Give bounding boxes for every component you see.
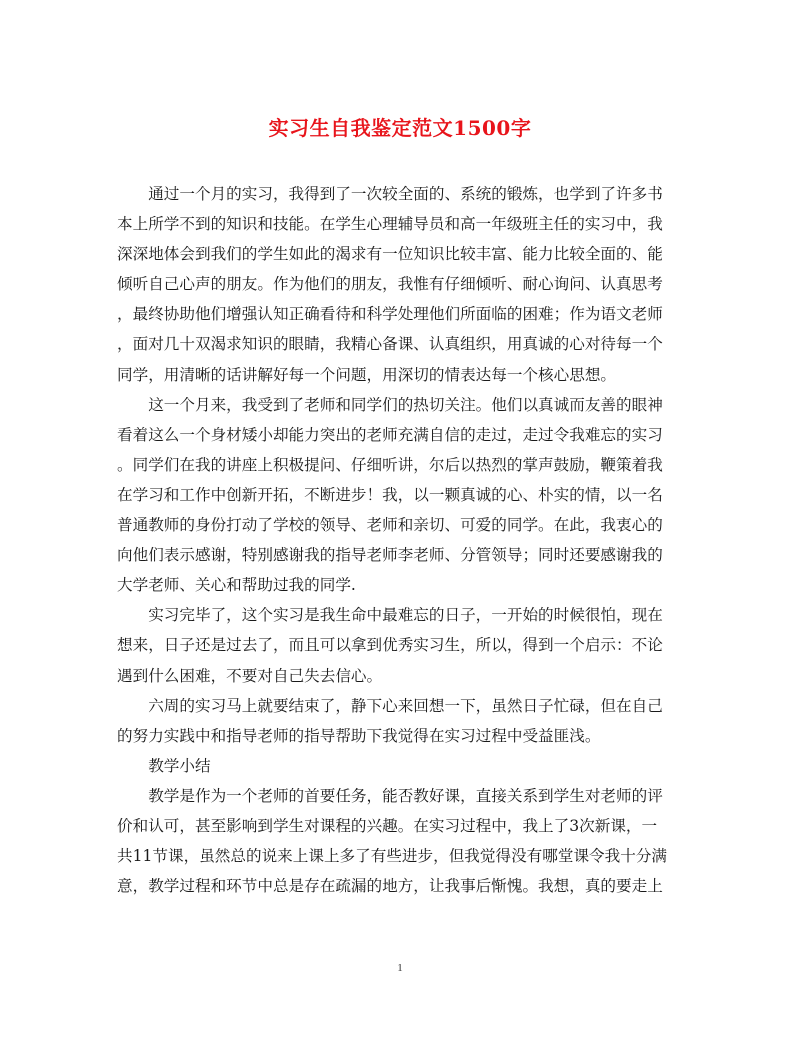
body-line: 共11节课，虽然总的说来上课上多了有些进步，但我觉得没有哪堂课令我十分满	[117, 847, 668, 866]
body-line: 大学老师、关心和帮助过我的同学.	[117, 576, 356, 595]
body-line: 向他们表示感谢，特别感谢我的指导老师李老师、分管领导；同时还要感谢我的	[117, 546, 663, 565]
body-line: 。同学们在我的讲座上积极提问、仔细听讲，尔后以热烈的掌声鼓励，鞭策着我	[117, 455, 663, 474]
page-number: 1	[397, 962, 403, 974]
body-line: 同学，用清晰的话讲解好每一个问题，用深切的情表达每一个核心思想。	[117, 365, 617, 384]
body-line: 意，教学过程和环节中总是存在疏漏的地方，让我事后惭愧。我想，真的要走上	[117, 877, 663, 896]
body-line: 价和认可，甚至影响到学生对课程的兴趣。在实习过程中，我上了3次新课，一	[117, 816, 658, 835]
body-line: 的努力实践中和指导老师的指导帮助下我觉得在实习过程中受益匪浅。	[117, 726, 601, 745]
body-line: 遇到什么困难，不要对自己失去信心。	[117, 666, 383, 685]
section-heading: 教学小结	[117, 756, 211, 775]
body-line: ，面对几十双渴求知识的眼睛，我精心备课、认真组织，用真诚的心对待每一个	[117, 335, 663, 354]
body-line: 实习完毕了，这个实习是我生命中最难忘的日子，一开始的时候很怕，现在	[117, 606, 663, 625]
body-line: 深深地体会到我们的学生如此的渴求有一位知识比较丰富、能力比较全面的、能	[117, 245, 663, 264]
body-line: 普通教师的身份打动了学校的领导、老师和亲切、可爱的同学。在此，我衷心的	[117, 516, 663, 535]
body-line: 六周的实习马上就要结束了，静下心来回想一下，虽然日子忙碌，但在自己	[117, 696, 663, 715]
body-line: 本上所学不到的知识和技能。在学生心理辅导员和高一年级班主任的实习中，我	[117, 215, 663, 234]
document-title: 实习生自我鉴定范文1500字	[268, 116, 532, 140]
body-line: 在学习和工作中创新开拓，不断进步！我，以一颗真诚的心、朴实的情，以一名	[117, 485, 663, 504]
body-line: 倾听自己心声的朋友。作为他们的朋友，我惟有仔细倾听、耐心询问、认真思考	[117, 275, 663, 294]
body-line: 这一个月来，我受到了老师和同学们的热切关注。他们以真诚而友善的眼神	[117, 395, 663, 414]
document-body	[117, 179, 683, 901]
body-line: ，最终协助他们增强认知正确看待和科学处理他们所面临的困难；作为语文老师	[117, 305, 663, 324]
body-line: 教学是作为一个老师的首要任务，能否教好课，直接关系到学生对老师的评	[117, 786, 663, 805]
body-line: 看着这么一个身材矮小却能力突出的老师充满自信的走过，走过令我难忘的实习	[117, 425, 663, 444]
body-line: 想来，日子还是过去了，而且可以拿到优秀实习生，所以，得到一个启示：不论	[117, 636, 663, 655]
body-line: 通过一个月的实习，我得到了一次较全面的、系统的锻炼，也学到了许多书	[117, 185, 663, 203]
